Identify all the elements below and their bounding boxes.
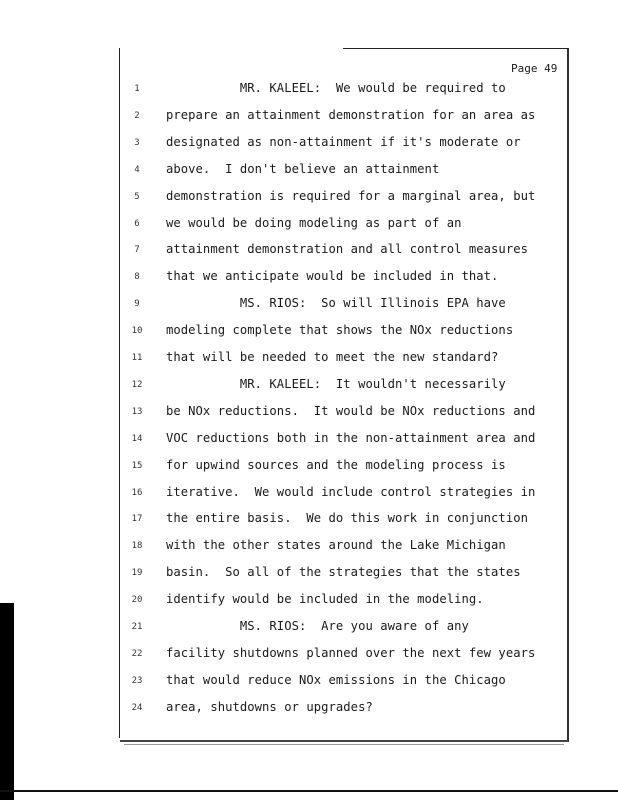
page-number: Page 49	[511, 62, 558, 75]
line-text: facility shutdowns planned over the next few years	[166, 645, 536, 660]
transcript-line	[0, 538, 618, 558]
line-number: 20	[131, 595, 143, 606]
line-text: we would be doing modeling as part of an	[166, 215, 462, 230]
transcript-line	[0, 646, 618, 666]
line-number: 8	[134, 272, 140, 283]
line-number: 21	[131, 622, 143, 632]
bottom-rule	[120, 740, 568, 742]
transcript-line	[0, 350, 618, 370]
transcript-line	[0, 431, 618, 451]
line-number: 18	[131, 541, 143, 552]
line-text: basin. So all of the strategies that the states	[166, 565, 521, 580]
line-number: 16	[131, 487, 143, 498]
line-number: 12	[131, 379, 143, 390]
transcript-line	[0, 81, 618, 101]
line-text: MR. KALEEL: We would be required to	[166, 81, 506, 95]
transcript-line	[0, 592, 618, 612]
line-text: that would reduce NOx emissions in the Chicago	[166, 672, 506, 687]
line-text: identify would be included in the modeling.	[166, 592, 484, 607]
transcript-line	[0, 216, 618, 236]
line-text: above. I don't believe an attainment	[166, 161, 440, 176]
line-number: 4	[134, 164, 140, 175]
line-text: attainment demonstration and all control measures	[166, 242, 528, 257]
transcript-line	[0, 485, 618, 505]
transcript-line	[0, 700, 618, 720]
top-rule	[343, 48, 568, 49]
line-number: 13	[131, 406, 143, 417]
line-number: 6	[134, 218, 140, 229]
line-number: 15	[131, 460, 143, 471]
line-text: MR. KALEEL: It wouldn't necessarily	[166, 376, 506, 391]
line-text: iterative. We would include control strategies in	[166, 484, 536, 499]
line-text: designated as non-attainment if it's moderate or	[166, 134, 521, 149]
bottom-rule-shadow	[124, 744, 564, 745]
line-number: 19	[131, 568, 143, 579]
line-number: 17	[131, 514, 143, 525]
line-number: 7	[134, 245, 140, 256]
line-text: area, shutdowns or upgrades?	[166, 699, 373, 714]
transcript-line	[0, 511, 618, 531]
line-text: for upwind sources and the modeling process is	[166, 457, 506, 472]
line-text: the entire basis. We do this work in conjunction	[166, 511, 528, 526]
scan-bottom-edge	[0, 790, 618, 792]
line-text: demonstration is required for a marginal area, but	[166, 188, 536, 203]
line-text: MS. RIOS: So will Illinois EPA have	[166, 296, 506, 311]
line-number: 10	[131, 326, 143, 337]
transcript-line	[0, 108, 618, 128]
line-number: 14	[131, 433, 143, 444]
transcript-line	[0, 162, 618, 182]
transcript-line	[0, 269, 618, 289]
line-number: 1	[134, 84, 140, 94]
line-number: 9	[134, 299, 140, 310]
transcript-line	[0, 135, 618, 155]
line-text: with the other states around the Lake Michigan	[166, 538, 506, 553]
line-text: that we anticipate would be included in that.	[166, 269, 499, 284]
line-text: be NOx reductions. It would be NOx reductions and	[166, 403, 536, 418]
transcript-line	[0, 565, 618, 585]
transcript-line	[0, 189, 618, 209]
line-text: modeling complete that shows the NOx reductions	[166, 323, 514, 338]
line-number: 24	[131, 702, 143, 713]
line-text: VOC reductions both in the non-attainment area and	[166, 430, 536, 445]
transcript-line	[0, 404, 618, 424]
transcript-line	[0, 377, 618, 397]
line-text: MS. RIOS: Are you aware of any	[166, 619, 469, 633]
line-number: 23	[131, 675, 143, 686]
transcript-line	[0, 673, 618, 693]
transcript-line	[0, 458, 618, 478]
line-text: prepare an attainment demonstration for an area as	[166, 107, 536, 122]
transcript-line	[0, 619, 618, 639]
line-number: 5	[134, 191, 140, 202]
line-number: 3	[134, 137, 140, 148]
line-number: 11	[131, 353, 143, 363]
transcript-line	[0, 296, 618, 316]
line-number: 2	[134, 110, 140, 121]
line-text: that will be needed to meet the new standard?	[166, 350, 499, 364]
transcript-line	[0, 323, 618, 343]
line-number: 22	[131, 648, 143, 659]
transcript-line	[0, 242, 618, 262]
